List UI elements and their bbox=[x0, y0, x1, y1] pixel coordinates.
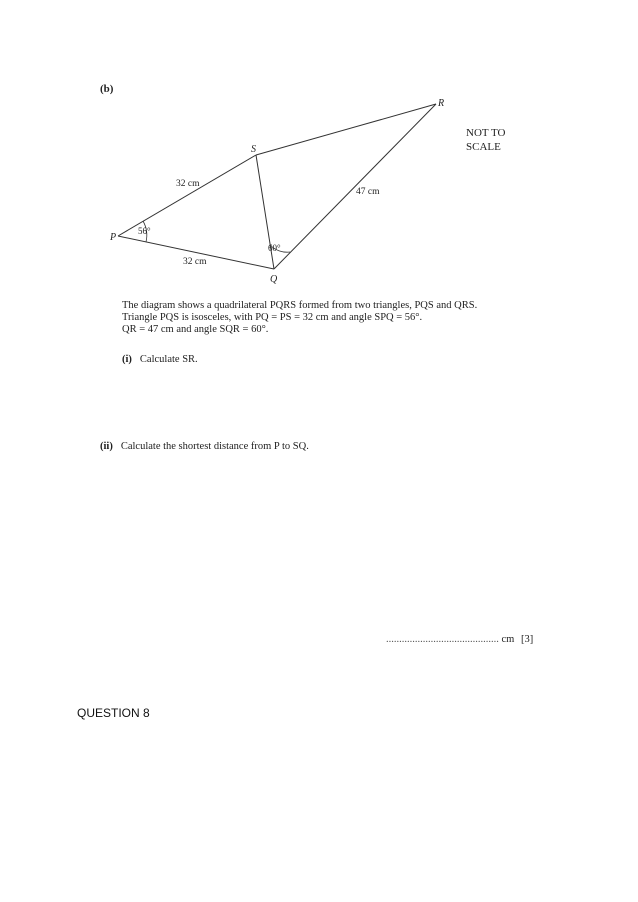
quadrilateral-diagram bbox=[0, 0, 638, 300]
answer-line bbox=[386, 634, 533, 645]
answer-unit: cm bbox=[501, 634, 515, 645]
description-line-3: QR = 47 cm and angle SQR = 60°. bbox=[122, 324, 269, 335]
description-line-1: The diagram shows a quadrilateral PQRS formed from two triangles, PQS and QRS. bbox=[122, 300, 478, 311]
side-sr bbox=[256, 104, 436, 155]
question-i bbox=[122, 354, 198, 365]
vertex-q-label: Q bbox=[270, 274, 278, 285]
note-line-1: NOT TO bbox=[466, 127, 506, 139]
side-pq-label: 32 cm bbox=[183, 257, 207, 267]
question-ii-text: Calculate the shortest distance from P to SQ. bbox=[120, 441, 309, 452]
description-line-2: Triangle PQS is isosceles, with PQ = PS = 32 cm and angle SPQ = 56°. bbox=[122, 312, 423, 323]
vertex-r-label: R bbox=[438, 98, 445, 109]
question-ii bbox=[100, 441, 309, 452]
side-ps-label: 32 cm bbox=[176, 179, 200, 189]
question-ii-number: (ii) bbox=[100, 441, 113, 452]
question-description bbox=[122, 300, 522, 336]
angle-q-label: 60° bbox=[268, 243, 281, 253]
part-label: (b) bbox=[100, 83, 114, 95]
question-i-text: Calculate SR. bbox=[139, 354, 198, 365]
section-heading: QUESTION 8 bbox=[77, 706, 150, 720]
side-ps bbox=[118, 155, 256, 236]
note-line-2: SCALE bbox=[466, 141, 501, 153]
side-qr-label: 47 cm bbox=[356, 187, 380, 197]
answer-dots: ........................................... bbox=[386, 634, 499, 645]
answer-marks: [3] bbox=[520, 634, 534, 645]
angle-p-label: 56° bbox=[138, 226, 151, 236]
question-i-number: (i) bbox=[122, 354, 132, 365]
vertex-p-label: P bbox=[110, 232, 117, 243]
side-qr bbox=[274, 104, 436, 269]
vertex-s-label: S bbox=[251, 144, 256, 155]
